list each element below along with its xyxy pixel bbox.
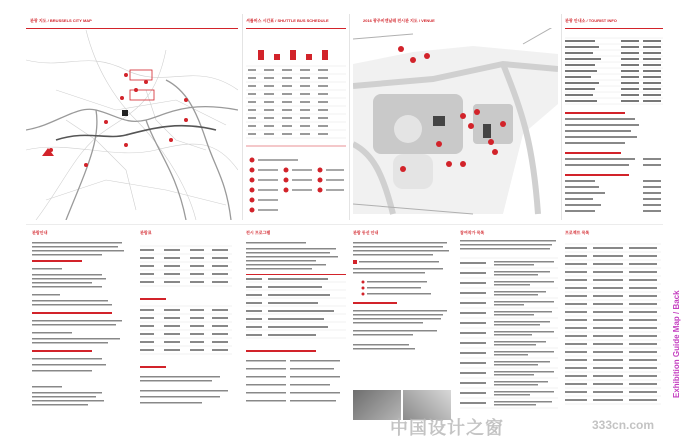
fold-line — [26, 224, 663, 225]
panel-divider — [349, 14, 350, 220]
tourist-list — [565, 30, 663, 220]
listing-panel — [565, 230, 661, 420]
fee-tables — [140, 238, 232, 418]
route-header: 관람 동선 안내 — [353, 230, 379, 235]
fees-panel — [140, 230, 232, 420]
admission-header: 관람안내 — [32, 230, 48, 235]
shuttle-header: 셔틀버스 시간표 / SHUTTLE BUS SCHEDULE — [246, 18, 329, 23]
venue-map-panel — [353, 12, 558, 220]
shuttle-panel — [246, 12, 346, 220]
city-map-panel — [26, 12, 238, 220]
watermark-url: 333cn.com — [592, 418, 655, 432]
route-panel — [353, 230, 453, 420]
venue-map-header: 2016 광주비엔날레 전시관 지도 / VENUE — [363, 18, 435, 23]
shuttle-table — [246, 30, 346, 220]
panel-divider — [242, 14, 243, 220]
tourist-panel — [565, 12, 663, 220]
header-rule — [26, 28, 238, 29]
artists-table — [460, 238, 558, 418]
city-map-header: 관광 지도 / BRUSSELS CITY MAP — [30, 18, 92, 23]
admission-text — [32, 238, 132, 418]
admission-panel — [32, 230, 132, 420]
city-map-graphic — [26, 30, 238, 220]
program-panel — [246, 230, 346, 420]
route-text — [353, 238, 453, 388]
program-header: 전시 프로그램 — [246, 230, 271, 235]
fees-header: 관람료 — [140, 230, 152, 235]
city-map — [26, 30, 238, 220]
artists-panel — [460, 230, 558, 420]
side-title: Exhibition Guide Map / Back — [672, 290, 681, 398]
header-rule — [565, 28, 663, 29]
tourist-header: 관광 안내소 / TOURIST INFO — [565, 18, 617, 23]
artists-header: 참여작가 목록 — [460, 230, 485, 235]
header-rule — [246, 28, 346, 29]
program-list — [246, 238, 346, 418]
panel-divider — [561, 14, 562, 220]
watermark-text: 中国设计之窗 — [390, 418, 504, 438]
listing-table — [565, 238, 661, 418]
venue-map — [353, 24, 558, 219]
listing-header: 프로젝트 목록 — [565, 230, 590, 235]
